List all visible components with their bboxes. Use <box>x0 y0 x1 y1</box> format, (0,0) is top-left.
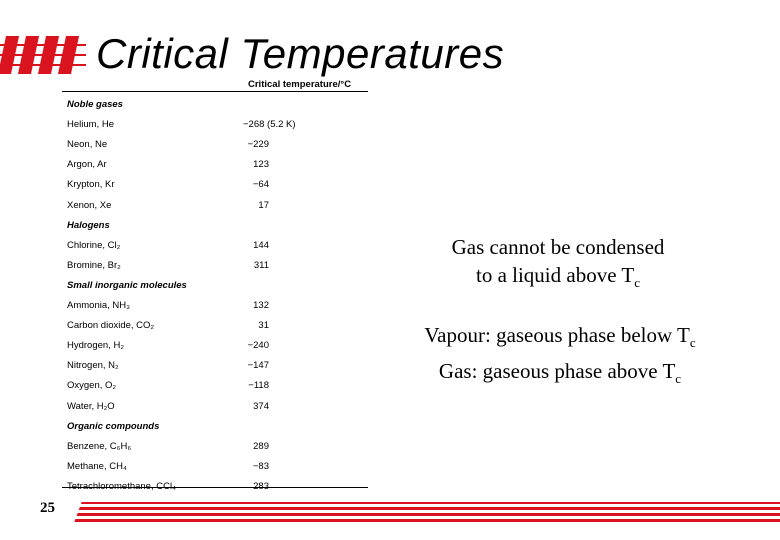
substance-name: Carbon dioxide, CO₂ <box>67 320 155 332</box>
substance-name: Hydrogen, H₂ <box>67 340 125 352</box>
table-row <box>67 297 367 316</box>
vapour-subscript: c <box>689 335 696 351</box>
condense-subscript: c <box>634 275 641 291</box>
critical-temperature-value: −268 (5.2 K) <box>243 119 296 131</box>
column-header: Critical temperature/°C <box>248 79 352 90</box>
critical-temperature-value: 31 <box>258 320 269 332</box>
header-rule <box>62 91 368 92</box>
logo-stripe <box>0 64 86 66</box>
substance-name: Xenon, Xe <box>67 199 112 211</box>
critical-temperature-table <box>62 76 368 488</box>
critical-temperature-value: 123 <box>253 159 269 171</box>
substance-name: Chlorine, Cl₂ <box>67 239 121 251</box>
critical-temperature-value: 311 <box>253 259 269 271</box>
table-row <box>67 237 367 256</box>
critical-temperature-value: 132 <box>253 300 269 311</box>
critical-temperature-value: −118 <box>248 380 269 392</box>
table-row <box>67 337 367 356</box>
table-row <box>67 398 367 417</box>
substance-name: Water, H₂O <box>67 400 115 412</box>
substance-name: Ammonia, NH₃ <box>67 300 130 311</box>
critical-temperature-value: 144 <box>253 239 269 251</box>
substance-name: Bromine, Br₂ <box>67 259 121 271</box>
footer-stripe <box>74 502 780 504</box>
category-label: Halogens <box>67 219 110 231</box>
critical-temperature-value: −240 <box>247 340 269 352</box>
footer-stripe <box>74 507 780 510</box>
table-row <box>67 116 367 135</box>
table-row <box>67 176 367 195</box>
condense-line-2-text: to a liquid above T <box>475 263 635 287</box>
category-label: Noble gases <box>67 99 123 110</box>
condense-line-2 <box>398 261 718 297</box>
table-row <box>67 377 367 396</box>
substance-name: Benzene, C₆H₆ <box>67 440 132 452</box>
table-row <box>67 156 367 175</box>
critical-temperature-value: −83 <box>252 460 269 472</box>
condense-line-1: Gas cannot be condensed <box>451 235 665 259</box>
footer-stripe <box>74 513 780 516</box>
bottom-rule <box>62 487 368 488</box>
footer-stripes <box>74 500 780 524</box>
critical-temperature-value: 17 <box>258 199 269 211</box>
critical-temperature-value: −147 <box>247 360 269 372</box>
logo-stripe <box>0 44 86 46</box>
logo-bars <box>0 36 86 74</box>
page-number: 25 <box>40 500 55 516</box>
substance-name: Neon, Ne <box>67 139 108 151</box>
table-category-row <box>67 277 367 296</box>
table-row <box>67 458 367 477</box>
critical-temperature-value: 289 <box>253 440 269 452</box>
phase-note <box>380 321 740 393</box>
substance-name: Methane, CH₄ <box>67 460 127 472</box>
footer-stripe <box>74 519 780 522</box>
vapour-line <box>380 321 740 357</box>
condense-note <box>398 233 718 297</box>
table-row <box>67 257 367 276</box>
table-row <box>67 357 367 376</box>
category-label: Small inorganic molecules <box>67 279 187 291</box>
table-category-row <box>67 96 367 115</box>
table-category-row <box>67 418 367 437</box>
substance-name: Argon, Ar <box>67 159 107 171</box>
gas-subscript: c <box>675 371 682 387</box>
substance-name: Nitrogen, N₂ <box>67 360 119 372</box>
slide-title: Critical Temperatures <box>96 30 505 77</box>
table-row <box>67 136 367 155</box>
table-row <box>67 317 367 336</box>
substance-name: Helium, He <box>67 119 114 131</box>
critical-temperature-value: −229 <box>247 139 269 151</box>
substance-name: Krypton, Kr <box>67 179 115 191</box>
category-label: Organic compounds <box>67 420 160 432</box>
gas-line <box>380 357 740 393</box>
logo-stripe <box>0 54 86 56</box>
vapour-line-text: Vapour: gaseous phase below T <box>424 323 690 347</box>
critical-temperature-value: 374 <box>253 400 269 412</box>
table-row <box>67 197 367 216</box>
gas-line-text: Gas: gaseous phase above T <box>438 359 676 384</box>
table-category-row <box>67 217 367 236</box>
substance-name: Oxygen, O₂ <box>67 380 117 392</box>
critical-temperature-value: −64 <box>252 179 269 191</box>
table-row <box>67 438 367 457</box>
